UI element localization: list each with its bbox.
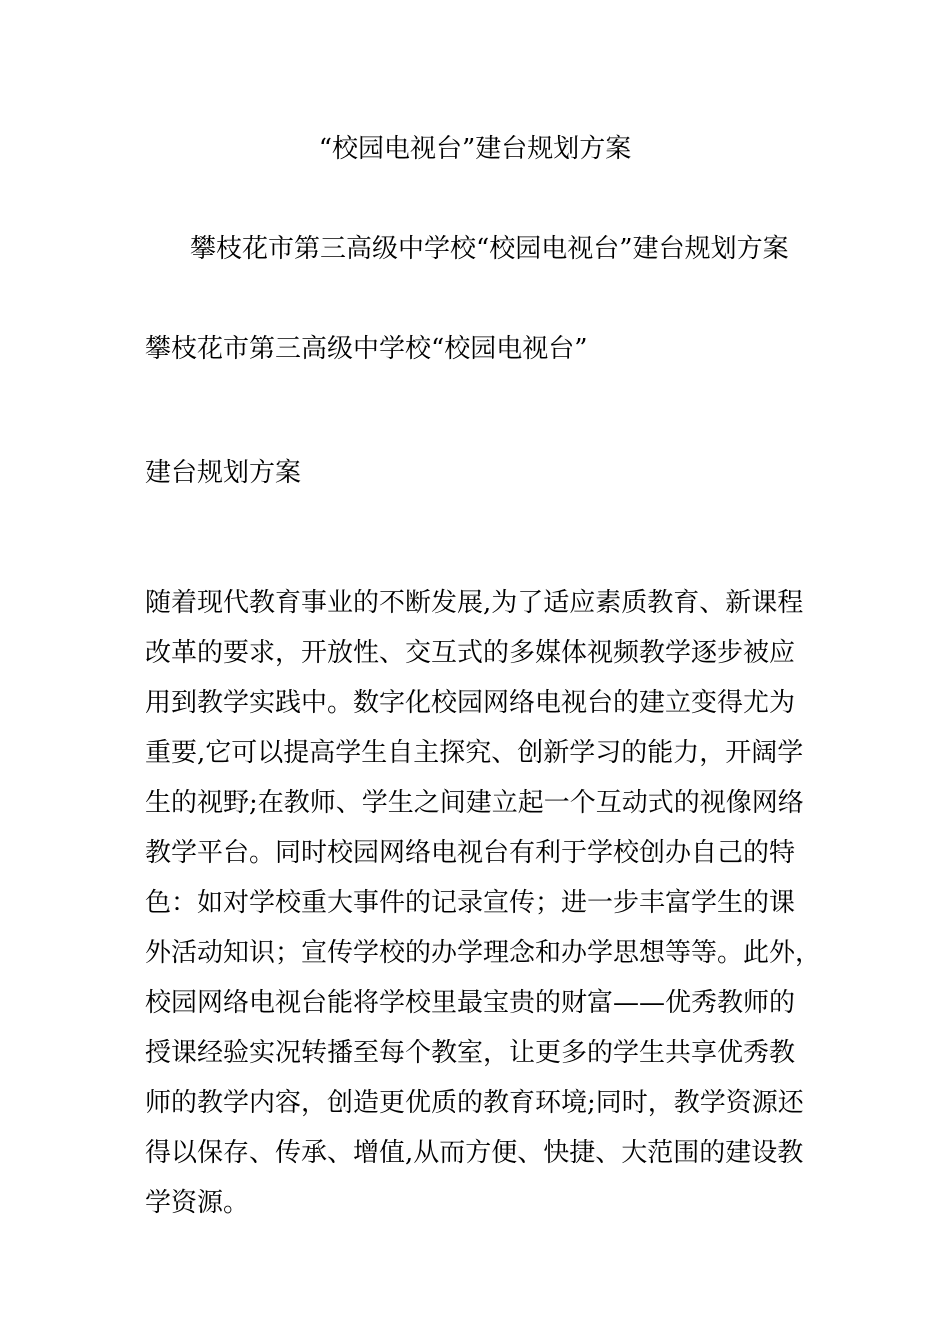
body-line: 教学平台。同时校园网络电视台有利于学校创办自己的特 — [145, 838, 796, 868]
document-subtitle: 攀枝花市第三高级中学校“校园电视台”建台规划方案 — [190, 234, 789, 264]
body-line: 授课经验实况转播至每个教室，让更多的学生共享优秀教 — [145, 1038, 796, 1068]
body-line: 师的教学内容，创造更优质的教育环境;同时，教学资源还 — [145, 1088, 804, 1118]
body-line: 随着现代教育事业的不断发展,为了适应素质教育、新课程 — [145, 588, 804, 618]
body-paragraph — [145, 578, 822, 1228]
body-line: 重要,它可以提高学生自主探究、创新学习的能力，开阔学 — [145, 738, 804, 768]
body-line: 得以保存、传承、增值,从而方便、快捷、大范围的建设教 — [145, 1138, 804, 1168]
body-line: 学资源。 — [145, 1188, 250, 1218]
organization-line: 攀枝花市第三高级中学校“校园电视台” — [145, 334, 588, 364]
plan-heading: 建台规划方案 — [145, 458, 302, 488]
body-line: 校园网络电视台能将学校里最宝贵的财富——优秀教师的 — [145, 988, 796, 1018]
document-title: “校园电视台”建台规划方案 — [318, 134, 632, 164]
body-line: 改革的要求，开放性、交互式的多媒体视频教学逐步被应 — [145, 638, 796, 668]
body-line: 用到教学实践中。数字化校园网络电视台的建立变得尤为 — [145, 688, 796, 718]
body-line: 生的视野;在教师、学生之间建立起一个互动式的视像网络 — [145, 788, 804, 818]
body-line: 外活动知识；宣传学校的办学理念和办学思想等等。此外， — [145, 938, 822, 968]
body-line: 色：如对学校重大事件的记录宣传；进一步丰富学生的课 — [145, 888, 796, 918]
